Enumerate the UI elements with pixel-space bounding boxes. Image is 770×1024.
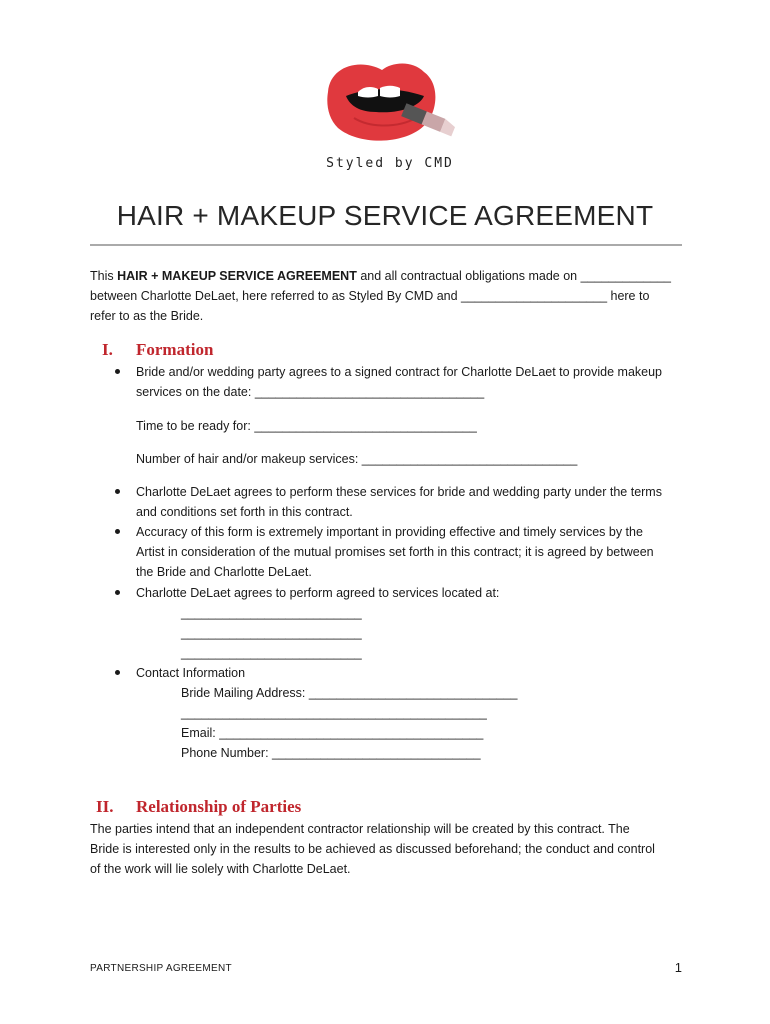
document-title: HAIR + MAKEUP SERVICE AGREEMENT — [116, 200, 654, 231]
intro-line-1: This HAIR + MAKEUP SERVICE AGREEMENT and all contractual obligations made on _____________ — [90, 269, 671, 283]
number-services-field: Number of hair and/or makeup services: _______________________________ — [136, 452, 578, 466]
relationship-line-3: of the work will lie solely with Charlotte DeLaet. — [90, 862, 351, 876]
bullet-icon — [115, 670, 120, 675]
bullet-icon — [115, 529, 120, 534]
intro-line-2: between Charlotte DeLaet, here referred to as Styled By CMD and _____________________ here to — [90, 289, 650, 303]
relationship-line-2: Bride is interested only in the results to be achieved as discussed beforehand; the conduct and control — [90, 842, 655, 856]
phone-field: Phone Number: ______________________________ — [181, 746, 481, 760]
bullet-icon — [115, 489, 120, 494]
section-2-number: II. — [96, 797, 114, 816]
bullet-icon — [115, 369, 120, 374]
formation-bullet-2-line-2: and conditions set forth in this contract. — [136, 505, 353, 519]
formation-bullet-3-line-3: the Bride and Charlotte DeLaet. — [136, 565, 312, 579]
section-1-number: I. — [102, 340, 113, 359]
location-line-2: __________________________ — [181, 626, 362, 640]
formation-bullet-1-line-2: services on the date: _________________________________ — [136, 385, 485, 399]
formation-bullet-3-line-1: Accuracy of this form is extremely important in providing effective and timely services by the — [136, 525, 643, 539]
email-field: Email: ______________________________________ — [181, 726, 484, 740]
intro-line-3: refer to as the Bride. — [90, 309, 204, 323]
footer-label: PARTNERSHIP AGREEMENT — [90, 963, 232, 974]
section-2-heading: Relationship of Parties — [136, 797, 302, 816]
time-ready-field: Time to be ready for: ________________________________ — [136, 419, 477, 433]
formation-bullet-4: Charlotte DeLaet agrees to perform agreed to services located at: — [136, 586, 500, 600]
location-line-1: __________________________ — [181, 606, 362, 620]
page-number: 1 — [674, 960, 682, 975]
bullet-icon — [115, 590, 120, 595]
formation-bullet-1-line-1: Bride and/or wedding party agrees to a signed contract for Charlotte DeLaet to provide makeup — [136, 365, 663, 379]
logo-text: Styled by CMD — [326, 156, 454, 171]
lips-lipstick-icon — [320, 52, 460, 152]
section-1-heading: Formation — [136, 340, 214, 359]
location-line-3: __________________________ — [181, 646, 362, 660]
contact-information-label: Contact Information — [136, 666, 246, 680]
mailing-address-field-2: ____________________________________________ — [181, 706, 487, 720]
mailing-address-field: Bride Mailing Address: ______________________________ — [181, 686, 518, 700]
brand-logo — [320, 52, 460, 182]
formation-bullet-2-line-1: Charlotte DeLaet agrees to perform these services for bride and wedding party under the terms — [136, 485, 662, 499]
title-divider — [90, 244, 682, 246]
relationship-line-1: The parties intend that an independent contractor relationship will be created by this contract. The — [90, 822, 630, 836]
formation-bullet-3-line-2: Artist in consideration of the mutual promises set forth in this contract; it is agreed by between — [136, 545, 654, 559]
